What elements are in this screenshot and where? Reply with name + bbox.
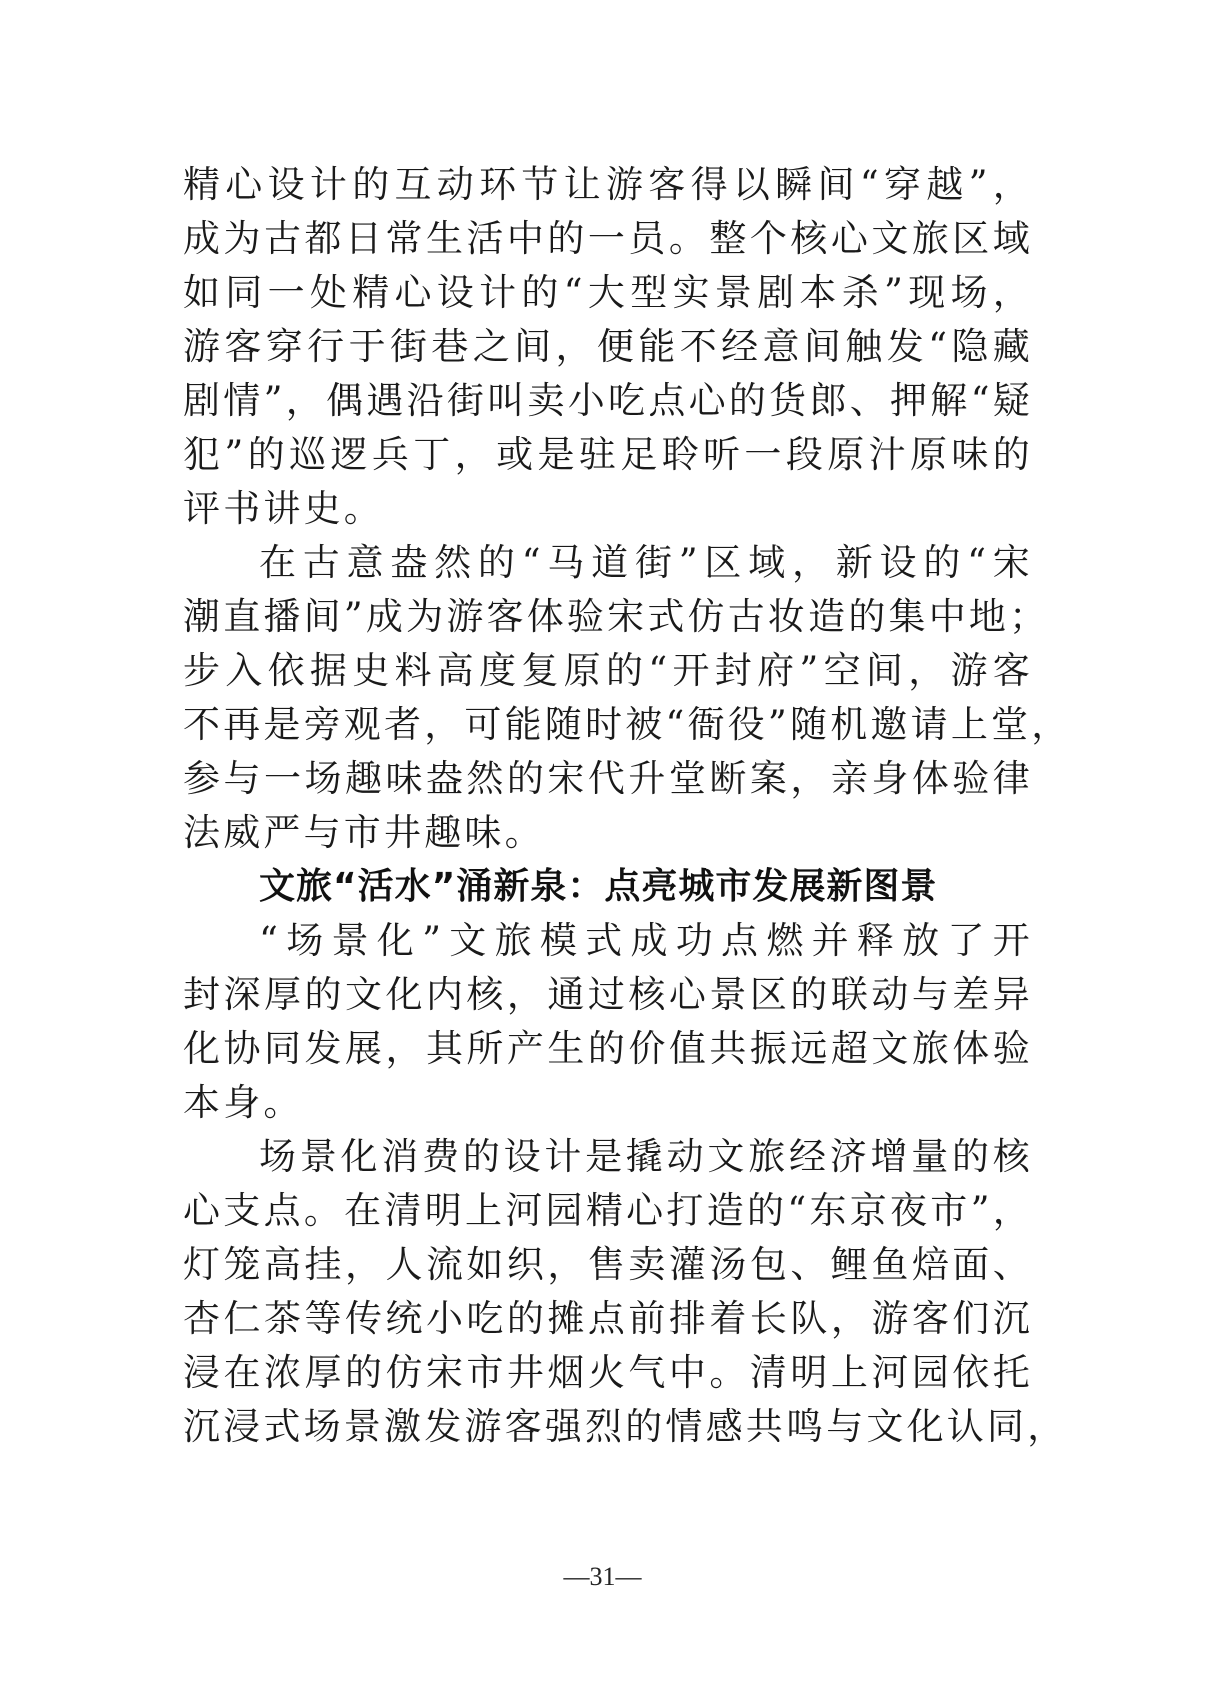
paragraph-2 [183, 536, 1072, 860]
text-line: 参与一场趣味盎然的宋代升堂断案，亲身体验律 [183, 757, 1033, 800]
text-line: 潮直播间”成为游客体验宋式仿古妆造的集中地； [183, 595, 1050, 638]
text-line: 在古意盎然的“马道街”区域，新设的“宋 [259, 541, 1033, 584]
text-line: 场景化消费的设计是撬动文旅经济增量的核 [259, 1135, 1033, 1178]
text-line: 法威严与市井趣味。 [183, 811, 545, 854]
text-line: 杏仁茶等传统小吃的摊点前排着长队，游客们沉 [183, 1297, 1033, 1340]
text-line: 步入依据史料高度复原的“开封府”空间，游客 [183, 649, 1033, 692]
section-heading: 文旅“活水”涌新泉：点亮城市发展新图景 [259, 866, 938, 907]
text-line: 游客穿行于街巷之间，便能不经意间触发“隐藏 [183, 325, 1033, 368]
text-line: 剧情”，偶遇沿街叫卖小吃点心的货郎、押解“疑 [183, 379, 1033, 422]
page-number: —31— [563, 1562, 642, 1591]
document-body [183, 158, 1072, 1454]
text-line: 本身。 [183, 1081, 304, 1124]
text-line: 浸在浓厚的仿宋市井烟火气中。清明上河园依托 [183, 1351, 1033, 1394]
text-line: 沉浸式场景激发游客强烈的情感共鸣与文化认同， [183, 1405, 1068, 1448]
text-line: 化协同发展，其所产生的价值共振远超文旅体验 [183, 1027, 1033, 1070]
paragraph-3 [183, 914, 1033, 1130]
text-line: 评书讲史。 [183, 487, 384, 530]
text-line: 灯笼高挂，人流如织，售卖灌汤包、鲤鱼焙面、 [183, 1243, 1033, 1286]
text-line: 成为古都日常生活中的一员。整个核心文旅区域 [183, 217, 1033, 260]
text-line: “场景化”文旅模式成功点燃并释放了开 [259, 919, 1033, 962]
text-line: 精心设计的互动环节让游客得以瞬间“穿越”， [183, 163, 1033, 206]
text-line: 不再是旁观者，可能随时被“衙役”随机邀请上堂， [183, 703, 1072, 746]
text-line: 犯”的巡逻兵丁，或是驻足聆听一段原汁原味的 [183, 433, 1033, 476]
paragraph-1 [183, 158, 1033, 536]
text-line: 心支点。在清明上河园精心打造的“东京夜市”， [183, 1189, 1033, 1232]
paragraph-4 [183, 1130, 1068, 1454]
text-line: 封深厚的文化内核，通过核心景区的联动与差异 [183, 973, 1033, 1016]
text-line: 如同一处精心设计的“大型实景剧本杀”现场， [183, 271, 1033, 314]
